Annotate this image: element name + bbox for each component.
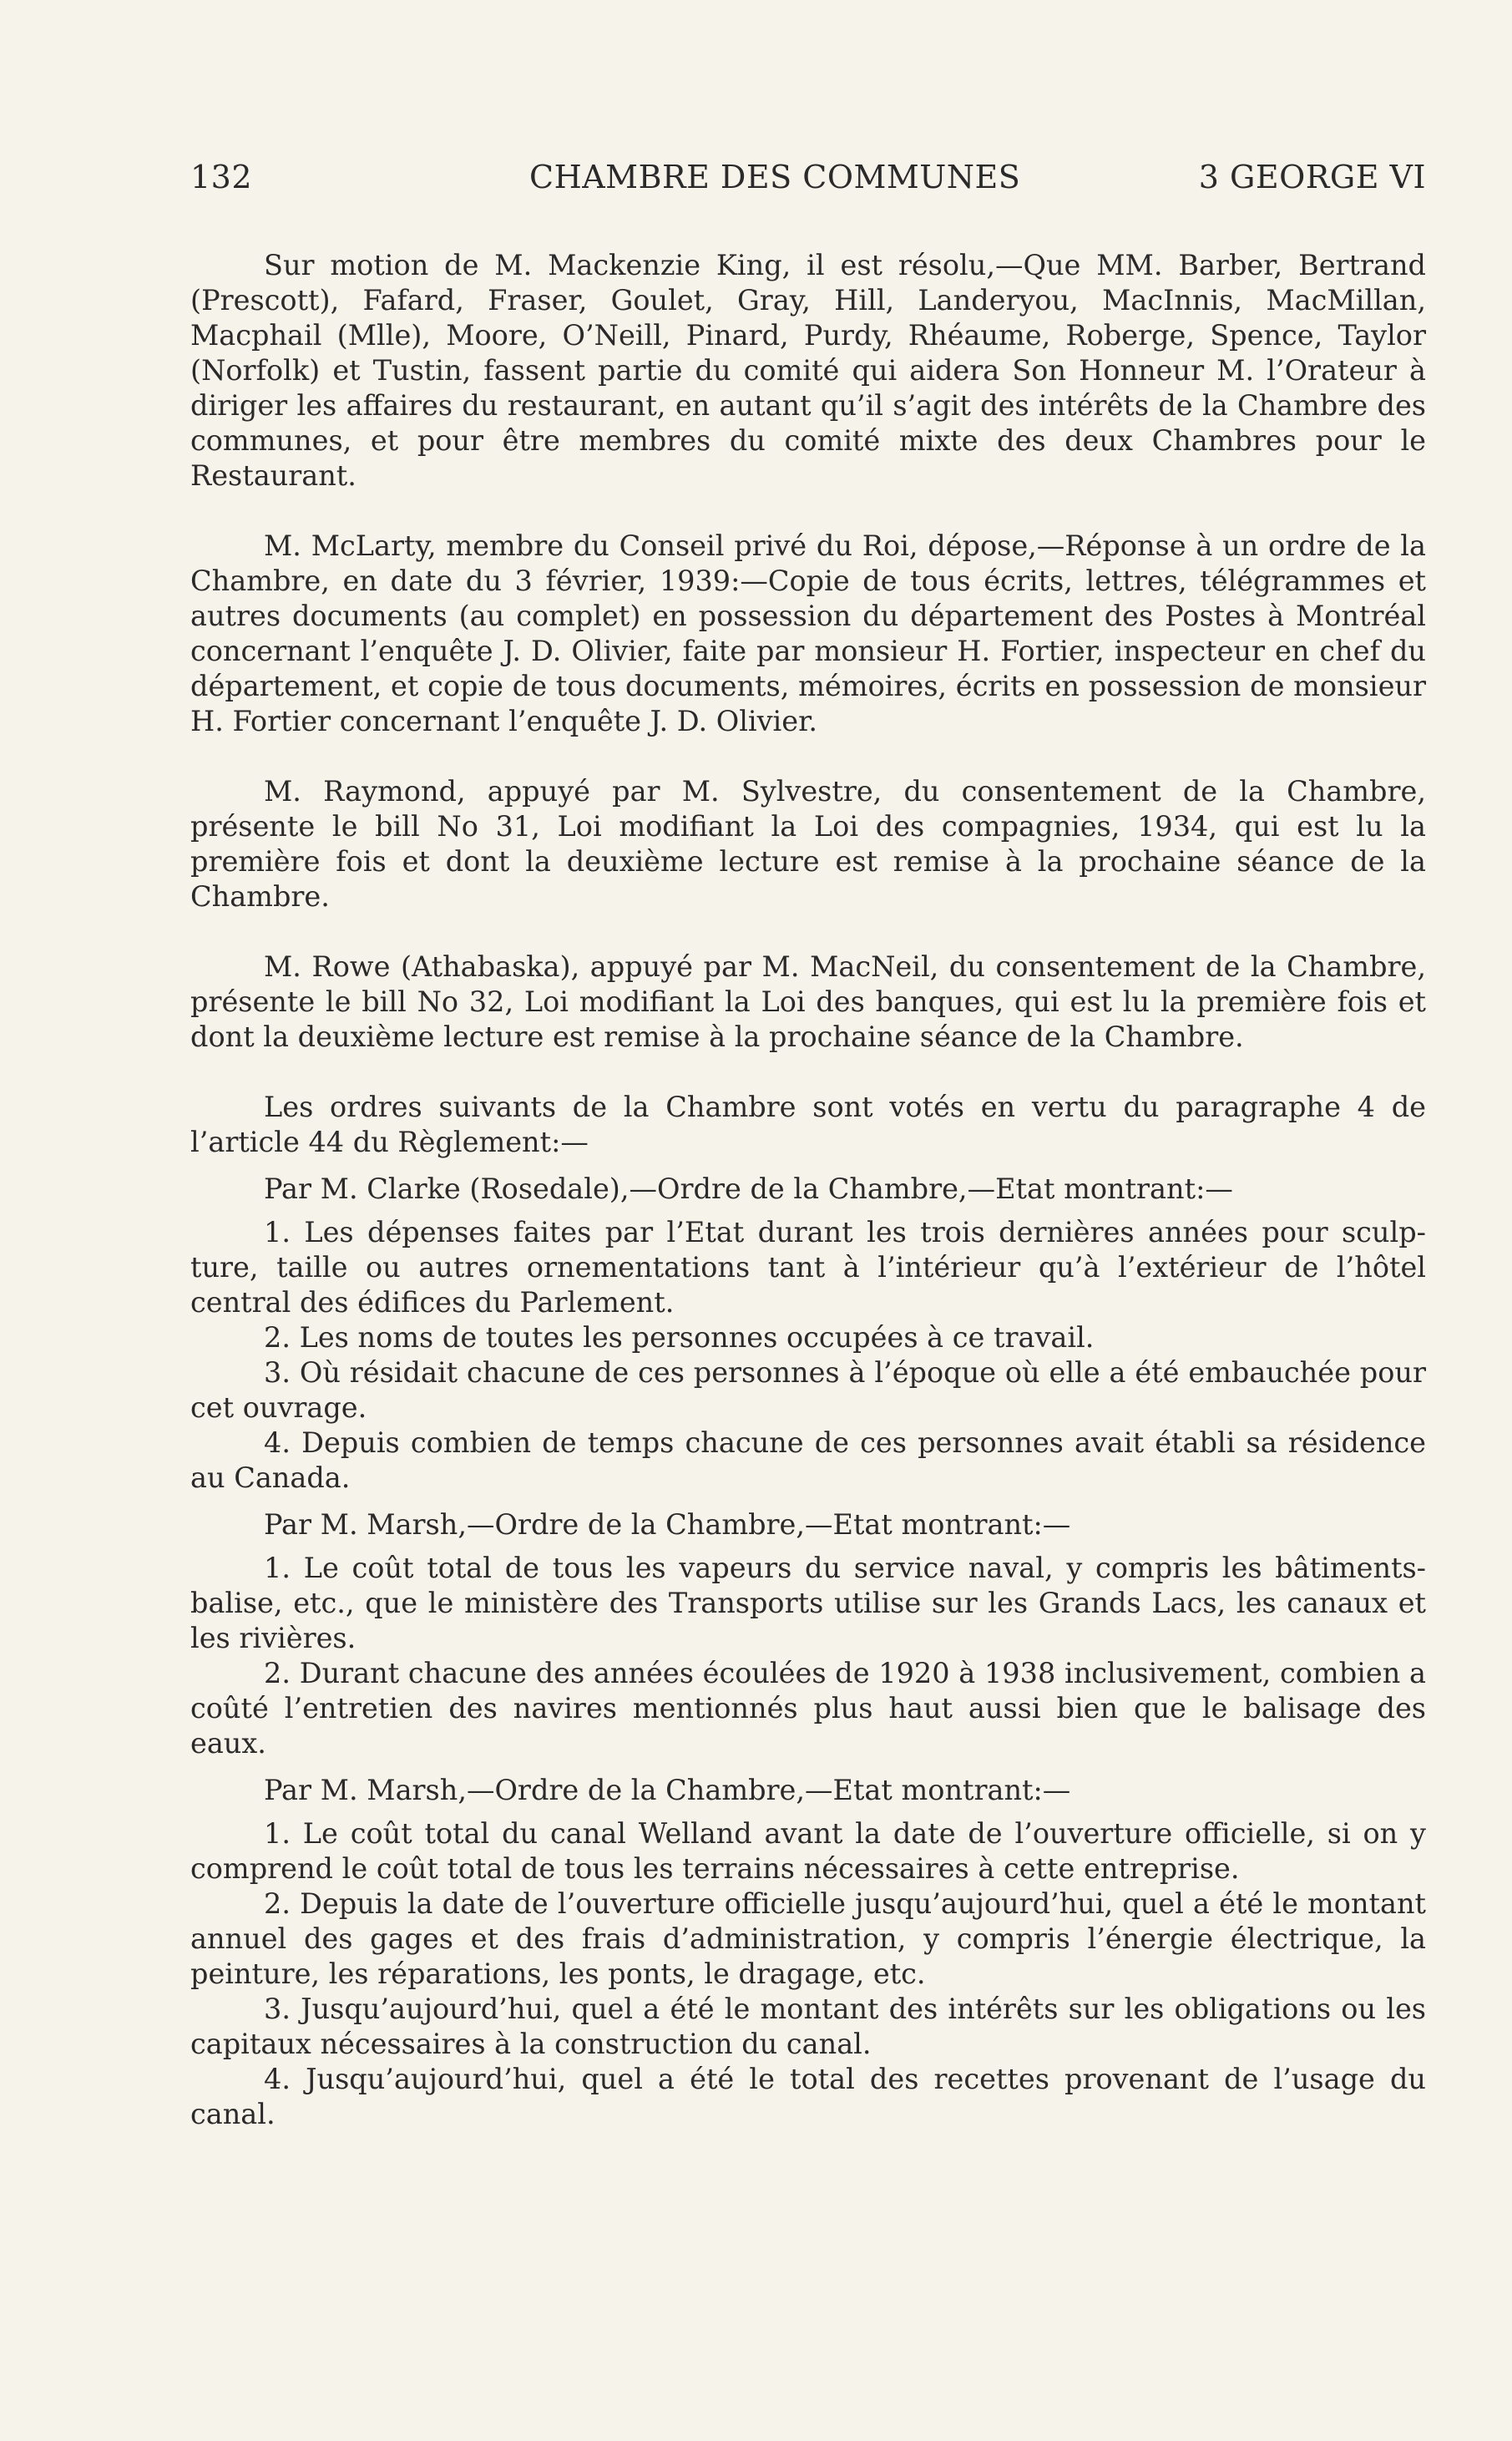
order-item: 1. Le coût total de tous les vapeurs du service naval, y compris les bâtiments-balise, etc., que le ministère des Transports utilise sur les Grands Lacs, les canaux et les rivières. [190, 1552, 1426, 1654]
order-item: 1. Le coût total du canal Welland avant la date de l’ouverture officielle, si on y comprend le coût total de tous les terrains nécessaires à cette entreprise. [190, 1817, 1426, 1885]
order-item: 1. Les dépenses faites par l’Etat durant les trois dernières années pour sculpture, taille ou autres ornementations tant à l’intérieur qu’à l’extérieur de l’hôtel central des édifices du Parlement. [190, 1216, 1426, 1319]
order-item: 4. Depuis combien de temps chacune de ces personnes avait établi sa résidence au Canada. [190, 1426, 1426, 1494]
page-header [190, 152, 1426, 202]
order-item: 3. Jusqu’aujourd’hui, quel a été le montant des intérêts sur les obligations ou les capitaux nécessaires à la construction du canal. [190, 1993, 1426, 2060]
order-item: 3. Où résidait chacune de ces personnes à l’époque où elle a été embauchée pour cet ouvrage. [190, 1356, 1426, 1424]
reign-label: 3 GEORGE VI [1198, 159, 1426, 195]
order-marsh-naval [190, 1507, 1426, 1761]
page-number: 132 [190, 159, 253, 195]
paragraph-orders-intro: Les ordres suivants de la Chambre sont votés en vertu du paragraphe 4 de l’article 44 du Règlement:— [190, 1091, 1426, 1158]
page-body [190, 248, 1426, 2167]
order-intro: Par M. Marsh,—Ordre de la Chambre,—Etat montrant:— [264, 1508, 1071, 1541]
running-title: CHAMBRE DES COMMUNES [529, 159, 1021, 195]
order-marsh-welland [190, 1773, 1426, 2132]
paragraph-mclarty-return: M. McLarty, membre du Conseil privé du Roi, dépose,—Réponse à un ordre de la Chambre, en date du 3 février, 1939:—Copie de tous écrits, lettres, télégrammes et autres documents (au complet) en possession du département des Postes à Montréal concernant l’enquête J. D. Olivier, faite par monsieur H. Fortier, inspecteur en chef du département, et copie de tous documents, mémoires, écrits en possession de monsieur H. Fortier concernant l’enquête J. D. Olivier. [190, 529, 1426, 737]
order-intro: Par M. Clarke (Rosedale),—Ordre de la Chambre,—Etat montrant:— [264, 1172, 1233, 1205]
order-intro: Par M. Marsh,—Ordre de la Chambre,—Etat montrant:— [264, 1774, 1071, 1806]
order-item: 2. Depuis la date de l’ouverture officielle jusqu’aujourd’hui, quel a été le montant annuel des gages et des frais d’administration, y compris l’énergie électrique, la peinture, les réparations, les ponts, le dragage, etc. [190, 1887, 1426, 1990]
order-item: 4. Jusqu’aujourd’hui, quel a été le total des recettes provenant de l’usage du canal. [190, 2063, 1426, 2130]
order-item: 2. Durant chacune des années écoulées de 1920 à 1938 inclusivement, combien a coûté l’entretien des navires mentionnés plus haut aussi bien que le balisage des eaux. [190, 1657, 1426, 1760]
order-item: 2. Les noms de toutes les personnes occupées à ce travail. [264, 1321, 1095, 1354]
paragraph-bill-31: M. Raymond, appuyé par M. Sylvestre, du consentement de la Chambre, présente le bill No 31, Loi modifiant la Loi des compagnies, 1934, qui est lu la première fois et dont la deuxième lecture est remise à la prochaine séance de la Chambre. [190, 775, 1426, 913]
order-clarke [190, 1172, 1426, 1496]
paragraph-bill-32: M. Rowe (Athabaska), appuyé par M. MacNeil, du consentement de la Chambre, présente le bill No 32, Loi modifiant la Loi des banques, qui est lu la première fois et dont la deuxième lecture est remise à la prochaine séance de la Chambre. [190, 950, 1426, 1053]
paragraph-restaurant-committee: Sur motion de M. Mackenzie King, il est résolu,—Que MM. Barber, Bertrand (Prescott), Fafard, Fraser, Goulet, Gray, Hill, Landeryou, MacInnis, MacMillan, Macphail (Mlle), Moore, O’Neill, Pinard, Purdy, Rhéaume, Roberge, Spence, Taylor (Norfolk) et Tustin, fassent partie du comité qui aidera Son Honneur M. l’Orateur à diriger les affaires du restaurant, en autant qu’il s’agit des intérêts de la Chambre des communes, et pour être membres du comité mixte des deux Chambres pour le Restaurant. [190, 249, 1426, 492]
